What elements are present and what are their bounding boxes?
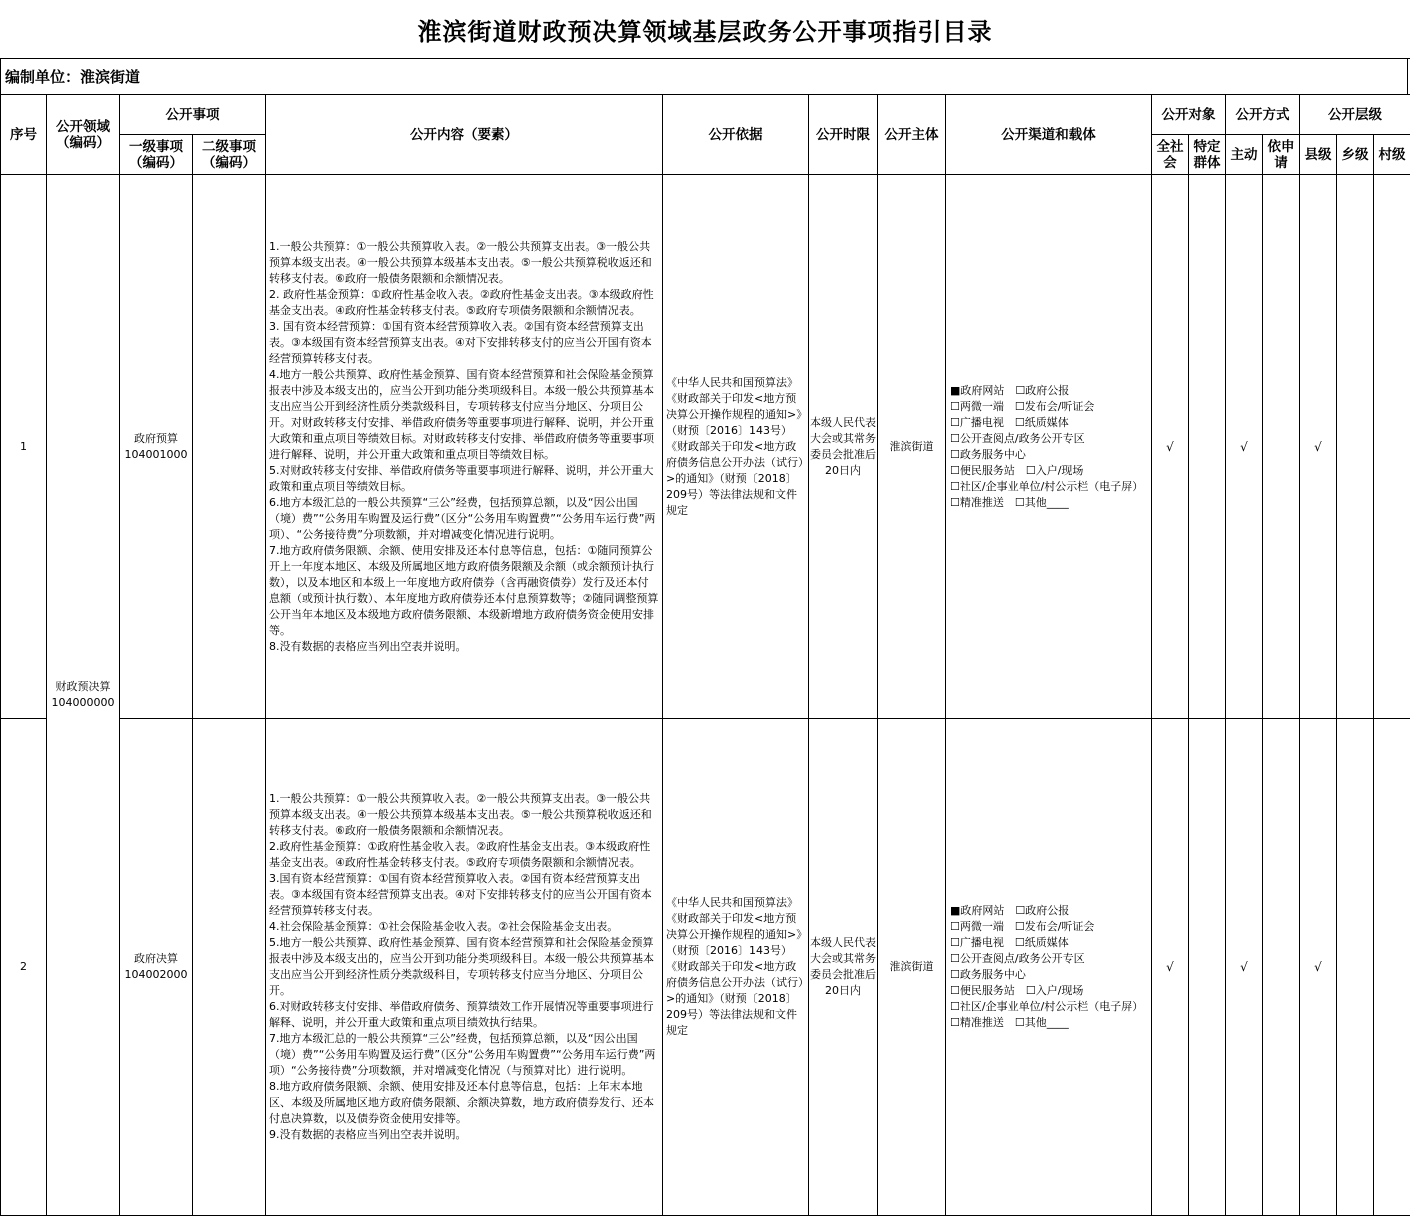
content-item: 7.地方政府债务限额、余额、使用安排及还本付息等信息，包括：①随同预算公开上一年度本地区、本级及所属地区地方政府债务限额及余额（或余额预计执行数），以及本地区和本级上一年度地方政府债券（含再融资债券）发行及还本付息额（或预计执行数）、本年度地方政府债券还本付息预算数等；②随同调整预算公开当年本地区及本级地方政府债务限额、本级新增地方政府债务资金使用安排等。	[269, 543, 659, 639]
header-content: 公开内容（要素）	[266, 95, 663, 175]
channel-cell	[946, 175, 1152, 719]
content-item: 1.一般公共预算：①一般公共预算收入表。②一般公共预算支出表。③一般公共预算本级支出表。④一般公共预算本级基本支出表。⑤一般公共预算税收返还和转移支付表。⑥政府一般债务限额和余额情况表。	[269, 791, 659, 839]
basis-item: 《财政部关于印发<地方预决算公开操作规程的通知>》（财预〔2016〕143号）	[666, 911, 805, 959]
content-cell	[266, 175, 663, 719]
content-item: 6.对财政转移支付安排、举借政府债务、预算绩效工作开展情况等重要事项进行解释、说明，并公开重大政策和重点项目绩效执行结果。	[269, 999, 659, 1031]
content-item: 5.地方一般公共预算、政府性基金预算、国有资本经营预算和社会保险基金预算报表中涉及本级支出的，应当公开到功能分类项级科目。本级一般公共预算基本支出应当公开到经济性质分类款级科目，专项转移支付应当分地区、分项目公开。	[269, 935, 659, 999]
level1-code: 104002000	[120, 967, 192, 983]
level2-cell	[193, 719, 266, 1216]
basis-item: 《财政部关于印发<地方预决算公开操作规程的通知>》（财预〔2016〕143号）	[666, 391, 805, 439]
content-item: 9.没有数据的表格应当列出空表并说明。	[269, 1127, 659, 1143]
header-target: 公开对象	[1152, 95, 1226, 135]
header-target-specific: 特定群体	[1189, 135, 1226, 175]
table-row	[1, 719, 1410, 1216]
basis-cell	[663, 719, 809, 1216]
target-specific-check	[1189, 719, 1226, 1216]
level1-name: 政府决算	[120, 951, 192, 967]
subject-cell: 淮滨街道	[878, 175, 946, 719]
header-level-town: 乡级	[1337, 135, 1374, 175]
header-basis: 公开依据	[663, 95, 809, 175]
channel-option: ☐便民服务站 ☐入户/现场	[950, 463, 1147, 479]
header-level: 公开层级	[1300, 95, 1410, 135]
content-item: 3.国有资本经营预算：①国有资本经营预算收入表。②国有资本经营预算支出表。③本级国有资本经营预算支出表。④对下安排转移支付的应当公开国有资本经营预算转移支付表。	[269, 871, 659, 919]
row-seq: 1	[1, 175, 47, 719]
level1-cell	[120, 719, 193, 1216]
header-method-request: 依申请	[1263, 135, 1300, 175]
basis-item: 《中华人民共和国预算法》	[666, 895, 805, 911]
level-village-check	[1374, 719, 1410, 1216]
document-title: 淮滨街道财政预决算领域基层政务公开事项指引目录	[0, 0, 1410, 59]
method-active-check: √	[1226, 719, 1263, 1216]
channel-option: ☐精准推送 ☐其他____	[950, 495, 1147, 511]
time-cell: 本级人民代表大会或其常务委员会批准后20日内	[809, 175, 878, 719]
content-item: 5.对财政转移支付安排、举借政府债务等重要事项进行解释、说明，并公开重大政策和重点项目等绩效目标。	[269, 463, 659, 495]
channel-option: ■政府网站 ☐政府公报	[950, 903, 1147, 919]
time-cell: 本级人民代表大会或其常务委员会批准后20日内	[809, 719, 878, 1216]
content-item: 4.地方一般公共预算、政府性基金预算、国有资本经营预算和社会保险基金预算报表中涉及本级支出的，应当公开到功能分类项级科目。本级一般公共预算基本支出应当公开到经济性质分类款级科目，专项转移支付应当分地区、分项目公开。对财政转移支付安排、举借政府债务等重要事项进行解释、说明，并公开重大政策和重点项目等绩效目标。对财政转移支付安排、举借政府债务等重要事项进行解释、说明，并公开重大政策和重点项目等绩效目标。	[269, 367, 659, 463]
header-seq: 序号	[1, 95, 47, 175]
channel-option: ☐精准推送 ☐其他____	[950, 1015, 1147, 1031]
compiler-unit: 编制单位：淮滨街道	[0, 58, 1408, 94]
channel-option: ☐公开查阅点/政务公开专区	[950, 431, 1147, 447]
channel-option: ☐广播电视 ☐纸质媒体	[950, 415, 1147, 431]
disclosure-table	[0, 94, 1410, 1216]
target-all-check: √	[1152, 175, 1189, 719]
channel-option: ☐社区/企事业单位/村公示栏（电子屏）	[950, 999, 1147, 1015]
level-town-check	[1337, 719, 1374, 1216]
header-method: 公开方式	[1226, 95, 1300, 135]
basis-item: 《财政部关于印发<地方政府债务信息公开办法（试行）>的通知》（财预〔2018〕209号）等法律法规和文件规定	[666, 959, 805, 1039]
target-specific-check	[1189, 175, 1226, 719]
header-matter: 公开事项	[120, 95, 266, 135]
basis-cell	[663, 175, 809, 719]
content-item: 2. 政府性基金预算：①政府性基金收入表。②政府性基金支出表。③本级政府性基金支出表。④政府性基金转移支付表。⑤政府专项债务限额和余额情况表。	[269, 287, 659, 319]
channel-option: ☐政务服务中心	[950, 447, 1147, 463]
level2-cell	[193, 175, 266, 719]
content-cell	[266, 719, 663, 1216]
level1-cell	[120, 175, 193, 719]
field-code: 104000000	[47, 695, 119, 711]
field-cell	[47, 175, 120, 1216]
level-county-check: √	[1300, 719, 1337, 1216]
method-request-check	[1263, 719, 1300, 1216]
row-seq: 2	[1, 719, 47, 1216]
content-item: 4.社会保险基金预算：①社会保险基金收入表。②社会保险基金支出表。	[269, 919, 659, 935]
level-town-check	[1337, 175, 1374, 719]
content-item: 8.地方政府债务限额、余额、使用安排及还本付息等信息，包括：上年末本地区、本级及所属地区地方政府债务限额、余额决算数，地方政府债券发行、还本付息决算数，以及债券资金使用安排等。	[269, 1079, 659, 1127]
channel-option: ☐公开查阅点/政务公开专区	[950, 951, 1147, 967]
level-county-check: √	[1300, 175, 1337, 719]
basis-item: 《中华人民共和国预算法》	[666, 375, 805, 391]
header-target-all: 全社会	[1152, 135, 1189, 175]
level-village-check	[1374, 175, 1410, 719]
content-item: 6.地方本级汇总的一般公共预算“三公”经费，包括预算总额，以及“因公出国（境）费”“公务用车购置及运行费”（区分“公务用车购置费”“公务用车运行费”两项）、“公务接待费”分项数额，并对增减变化情况进行说明。	[269, 495, 659, 543]
content-item: 7.地方本级汇总的一般公共预算“三公”经费，包括预算总额，以及“因公出国（境）费”“公务用车购置及运行费”（区分“公务用车购置费”“公务用车运行费”两项）“公务接待费”分项数额，并对增减变化情况（与预算对比）进行说明。	[269, 1031, 659, 1079]
method-active-check: √	[1226, 175, 1263, 719]
header-subject: 公开主体	[878, 95, 946, 175]
level1-code: 104001000	[120, 447, 192, 463]
header-level-village: 村级	[1374, 135, 1410, 175]
content-item: 2.政府性基金预算：①政府性基金收入表。②政府性基金支出表。③本级政府性基金支出表。④政府性基金转移支付表。⑤政府专项债务限额和余额情况表。	[269, 839, 659, 871]
table-row	[1, 175, 1410, 719]
channel-option: ☐两微一端 ☐发布会/听证会	[950, 399, 1147, 415]
level1-name: 政府预算	[120, 431, 192, 447]
channel-option: ■政府网站 ☐政府公报	[950, 383, 1147, 399]
channel-option: ☐政务服务中心	[950, 967, 1147, 983]
field-name: 财政预决算	[47, 679, 119, 695]
subject-cell: 淮滨街道	[878, 719, 946, 1216]
basis-item: 《财政部关于印发<地方政府债务信息公开办法（试行）>的通知》（财预〔2018〕209号）等法律法规和文件规定	[666, 439, 805, 519]
header-level1: 一级事项（编码）	[120, 135, 193, 175]
header-time: 公开时限	[809, 95, 878, 175]
content-item: 1.一般公共预算：①一般公共预算收入表。②一般公共预算支出表。③一般公共预算本级支出表。④一般公共预算本级基本支出表。⑤一般公共预算税收返还和转移支付表。⑥政府一般债务限额和余额情况表。	[269, 239, 659, 287]
header-field: 公开领域（编码）	[47, 95, 120, 175]
channel-option: ☐社区/企事业单位/村公示栏（电子屏）	[950, 479, 1147, 495]
channel-option: ☐广播电视 ☐纸质媒体	[950, 935, 1147, 951]
channel-option: ☐便民服务站 ☐入户/现场	[950, 983, 1147, 999]
content-item: 8.没有数据的表格应当列出空表并说明。	[269, 639, 659, 655]
method-request-check	[1263, 175, 1300, 719]
content-item: 3. 国有资本经营预算：①国有资本经营预算收入表。②国有资本经营预算支出表。③本级国有资本经营预算支出表。④对下安排转移支付的应当公开国有资本经营预算转移支付表。	[269, 319, 659, 367]
header-channel: 公开渠道和载体	[946, 95, 1152, 175]
header-level-county: 县级	[1300, 135, 1337, 175]
channel-option: ☐两微一端 ☐发布会/听证会	[950, 919, 1147, 935]
channel-cell	[946, 719, 1152, 1216]
header-level2: 二级事项（编码）	[193, 135, 266, 175]
header-method-active: 主动	[1226, 135, 1263, 175]
target-all-check: √	[1152, 719, 1189, 1216]
